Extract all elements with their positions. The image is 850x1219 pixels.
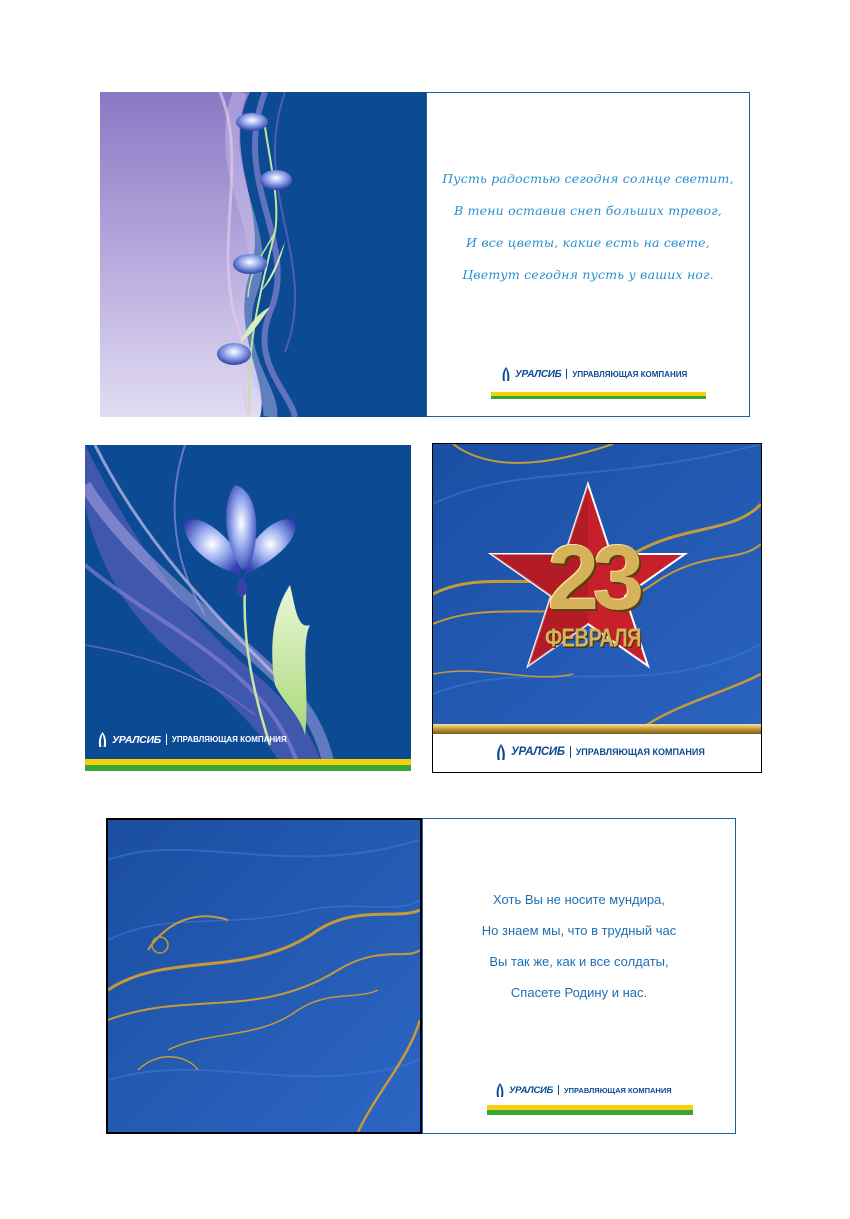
card4-poem — [423, 884, 735, 1008]
company-subtitle: УПРАВЛЯЮЩАЯ КОМПАНИЯ — [564, 1085, 672, 1095]
company-logo — [493, 744, 705, 760]
poem-line: Вы так же, как и все солдаты, — [489, 954, 669, 969]
large-blue-flower-illustration — [85, 445, 411, 771]
uralsib-emblem-icon — [493, 1083, 507, 1097]
brand-stripes — [85, 759, 411, 771]
gold-swirl-ornament-illustration — [108, 820, 420, 1132]
card2-flower-card — [85, 445, 411, 771]
poem-line: Пусть радостью сегодня солнце светит, — [442, 171, 734, 186]
date-month: ФЕВРАЛЯ — [544, 624, 642, 654]
uralsib-emblem-icon — [95, 732, 110, 747]
company-logo — [499, 367, 687, 381]
uralsib-emblem-icon — [499, 367, 513, 381]
poem-line: Хоть Вы не носите мундира, — [493, 892, 665, 907]
card4-front-panel — [106, 818, 422, 1134]
poem-line: Но знаем мы, что в трудный час — [481, 923, 677, 938]
card4-inside-panel — [422, 818, 736, 1134]
brand-stripes — [487, 1105, 693, 1115]
company-subtitle: УПРАВЛЯЮЩАЯ КОМПАНИЯ — [171, 735, 287, 744]
company-subtitle: УПРАВЛЯЮЩАЯ КОМПАНИЯ — [572, 369, 688, 379]
brand-name: УРАЛСИБ — [511, 746, 565, 758]
brand-name: УРАЛСИБ — [509, 1084, 553, 1096]
company-subtitle: УПРАВЛЯЮЩАЯ КОМПАНИЯ — [575, 747, 705, 757]
blue-flower-sprig-illustration — [100, 92, 426, 417]
card1-inside-panel — [426, 92, 750, 417]
company-logo — [493, 1083, 672, 1097]
brand-name: УРАЛСИБ — [112, 733, 161, 746]
poem-line: Спасете Родину и нас. — [510, 985, 648, 1000]
brand-stripes — [491, 392, 706, 399]
poem-line: В тени оставив снеп больших тревог, — [454, 203, 722, 218]
poem-line: И все цветы, какие есть на свете, — [466, 235, 710, 250]
card1-poem — [427, 163, 749, 291]
card1-front-panel — [100, 92, 426, 417]
brand-name: УРАЛСИБ — [515, 368, 562, 380]
uralsib-emblem-icon — [493, 744, 509, 760]
card3-february-23-card — [432, 443, 762, 773]
company-logo — [95, 732, 287, 747]
date-number: 23 — [547, 527, 639, 629]
poem-line: Цветут сегодня пусть у ваших ног. — [462, 267, 714, 282]
